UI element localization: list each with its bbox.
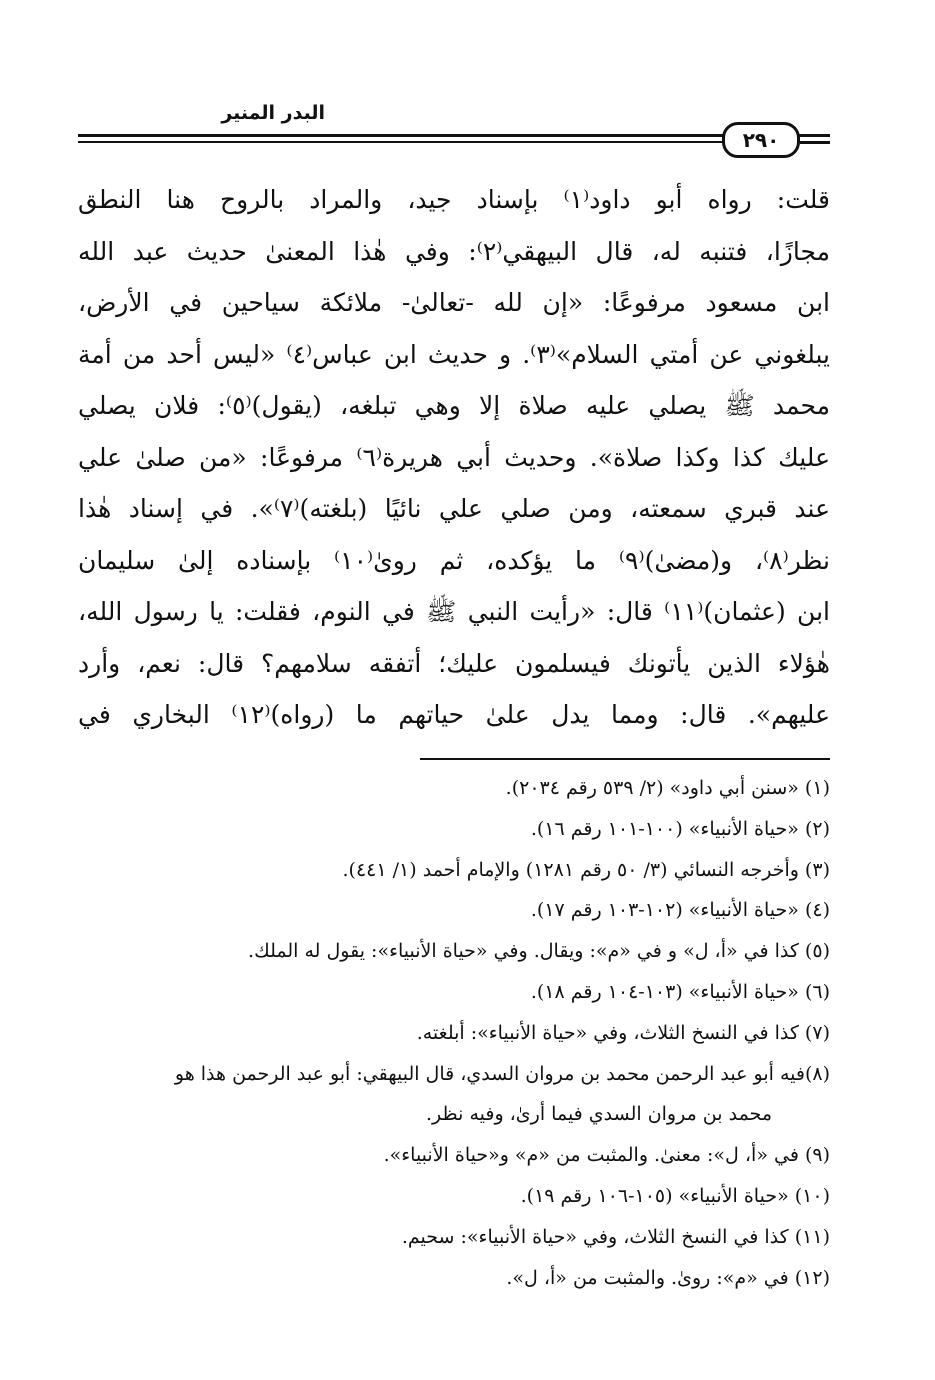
footnote: (١١) كذا في النسخ الثلاث، وفي «حياة الأنبياء»: سحيم. <box>401 1225 830 1248</box>
footnote: (١٠) «حياة الأنبياء» (١٠٥-١٠٦ رقم ١٩). <box>520 1184 830 1207</box>
text-line: ابن (عثمان)⁽١١⁾ قال: «رأيت النبي ﷺ في النوم، فقلت: يا رسول الله، <box>78 597 830 626</box>
text-line: نظر⁽٨⁾، و(مضىٰ)⁽٩⁾ ما يؤكده، ثم روىٰ⁽١٠⁾ بإسناده إلىٰ سليمان <box>78 545 830 575</box>
footnotes <box>78 768 830 1298</box>
text-line: يبلغوني عن أمتي السلام»⁽٣⁾. و حديث ابن عباس⁽٤⁾ «ليس أحد من أمة <box>78 339 830 369</box>
text-line: عليهم». قال: ومما يدل علىٰ حياتهم ما (رواه)⁽١٢⁾ البخاري في <box>78 700 830 729</box>
footnote: (٦) «حياة الأنبياء» (١٠٣-١٠٤ رقم ١٨). <box>530 980 830 1003</box>
main-text <box>78 174 830 741</box>
footnote: (١) «سنن أبي داود» (٢/ ٥٣٩ رقم ٢٠٣٤). <box>505 777 830 799</box>
header-ornament-tick <box>800 134 830 137</box>
book-title: البدر المنير <box>221 102 325 124</box>
text-line: عند قبري سمعته، ومن صلي علي نائيًا (بلغته)⁽٧⁾». في إسناد هٰذا <box>78 494 830 523</box>
page-number: ٢٩٠ <box>722 122 800 158</box>
page-header <box>78 98 830 158</box>
footnote: (٢) «حياة الأنبياء» (١٠٠-١٠١ رقم ١٦). <box>530 817 830 840</box>
header-ornament-tick <box>800 141 830 144</box>
footnote-continuation: محمد بن مروان السدي فيما أرىٰ، وفيه نظر. <box>426 1103 772 1126</box>
text-line: محمد ﷺ يصلي عليه صلاة إلا وهي تبلغه، (يقول)⁽٥⁾: فلان يصلي <box>78 391 830 420</box>
footnote: (١٢) في «م»: روىٰ. والمثبت من «أ، ل». <box>506 1266 830 1289</box>
footnote: (٤) «حياة الأنبياء» (١٠٢-١٠٣ رقم ١٧). <box>530 899 830 922</box>
footnote: (٨)فيه أبو عبد الرحمن محمد بن مروان السدي، قال البيهقي: أبو عبد الرحمن هذا هو <box>174 1062 830 1085</box>
text-line: هٰؤلاء الذين يأتونك فيسلمون عليك؛ أتفقه سلامهم؟ قال: نعم، وأرد <box>78 648 830 678</box>
footnote-separator <box>420 758 830 760</box>
header-rule <box>78 134 812 137</box>
text-line: مجازًا، فتنبه له، قال البيهقي⁽٢⁾: وفي هٰذا المعنىٰ حديث عبد الله <box>78 236 830 266</box>
text-line: قلت: رواه أبو داود⁽١⁾ بإسناد جيد، والمراد بالروح هنا النطق <box>78 185 830 214</box>
footnote: (٥) كذا في «أ، ل» و في «م»: ويقال. وفي «حياة الأنبياء»: يقول له الملك. <box>248 940 830 963</box>
text-line: عليك كذا وكذا صلاة». وحديث أبي هريرة⁽٦⁾ مرفوعًا: «من صلىٰ علي <box>78 442 830 472</box>
text-line: ابن مسعود مرفوعًا: «إن لله -تعالىٰ- ملائكة سياحين في الأرض، <box>78 288 830 317</box>
footnote: (٧) كذا في النسخ الثلاث، وفي «حياة الأنبياء»: أبلغته. <box>416 1021 830 1044</box>
header-rule-double <box>78 141 812 143</box>
footnote: (٣) وأخرجه النسائي (٣/ ٥٠ رقم ١٢٨١) والإمام أحمد (١/ ٤٤١). <box>342 858 830 881</box>
footnote: (٩) في «أ، ل»: معنىٰ. والمثبت من «م» و«حياة الأنبياء». <box>383 1144 830 1167</box>
